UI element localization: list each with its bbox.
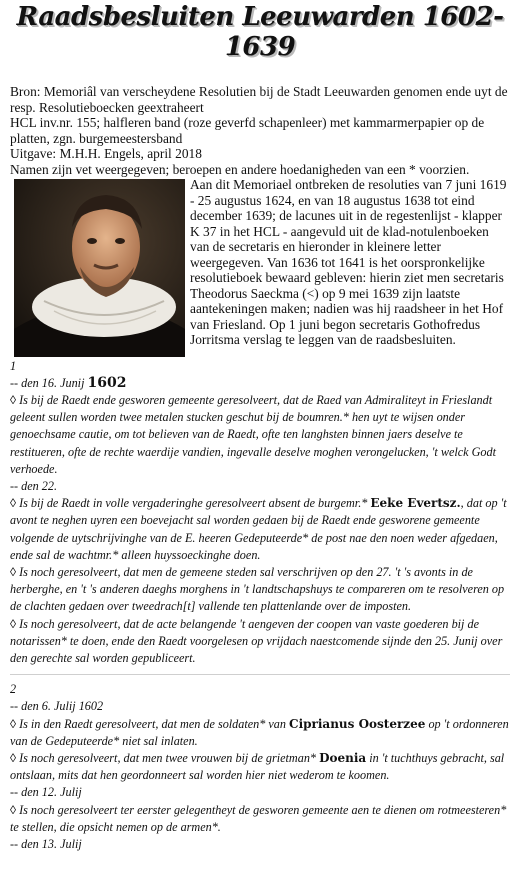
- section-2: [10, 681, 510, 853]
- resolution-paragraph: ◊ Is noch geresolveert, dat men de gemeene steden sal verschrijven op den 27. 't 's avonts in de herberghe, en 't 's anderen daeghs morghens in 't landtschapshuys te compareren om te resolveren op de clachten gedaen over tweedrach[t] vallende ten plattenlande over de imposten.: [10, 564, 505, 614]
- entry-date: -- den 6. Julij 1602: [10, 699, 104, 714]
- entry-date: -- den 22.: [10, 478, 58, 493]
- section-1: [10, 358, 510, 668]
- intro-uitgave: Uitgave: M.H.H. Engels, april 2018: [10, 146, 202, 161]
- intro-block: [10, 84, 510, 177]
- person-name: Ciprianus Oosterzee: [289, 716, 426, 731]
- text-part: in 't tuchthuys gebracht, sal ontslaan, mits dat hen geordonneert sal worden hier niet wederom te koomen.: [10, 750, 505, 783]
- entry-date: [10, 375, 510, 392]
- intro-inventory: HCL inv.nr. 155; halfleren band (roze geverfd schapenleer) met kammarmerpapier op de platten, zgn. burgemeestersband: [10, 115, 485, 146]
- text-part: , dat op 't avont te neghen uyren een boevejacht sal worden gedaen bij de Raedt ende gesworene gemeente volgende de uytschrijvinghe van de E. heeren Gedeputeerde* de post nae den noen weder afgedaen, ende sal de wachtmr.* alleen huyssoeckinghe doen.: [10, 496, 507, 562]
- resolution-paragraph: ◊ Is noch geresolveert, dat de acte belangende 't aengeven der coopen van vaste goederen bij de notarissen* te doen, ende den Raedt voorgelesen op vrijdach naestcomende sijnde den 25. Junij over den gerechte sal worden gepubliceert.: [10, 616, 503, 665]
- text-part: ◊ Is in den Raedt geresolveert, dat men de soldaten* van: [10, 716, 290, 731]
- text-part: op 't ordonneren van de Gedeputeerde* niet sal inlaten.: [10, 716, 509, 748]
- section-number: 1: [10, 358, 17, 373]
- section-divider: [10, 674, 510, 675]
- resolution-paragraph: ◊ Is bij de Raedt ende gesworen gemeente geresolveert, dat de Raed van Admiraliteyt in Frieslandt geleent sullen worden twee metalen stucken geschut bij de boumren.* hen uyt te wijsen onder genoechsame cautie, om tot believen van de Raedt, ofte ten langhsten binnen jaers deselve te restitueren, ofte de rechte waerdije vandien, ingevalle deselve moghen verongelucken, 't welck Godt verhoede.: [10, 392, 496, 476]
- person-name: Doenia: [319, 750, 367, 765]
- date-text: -- den 16. Junij: [10, 375, 88, 390]
- intro-bron: Bron: Memoriâl van verscheydene Resolutien bij de Stadt Leeuwarden genomen ende uyt de resp. Resolutieboecken geextraheert: [10, 84, 508, 115]
- intro-namen: Namen zijn vet weergegeven; beroepen en andere hoedanigheden van een * voorzien.: [10, 161, 470, 177]
- text-part: ◊ Is noch geresolveert, dat men twee vrouwen bij de grietman*: [10, 750, 320, 765]
- resolution-paragraph: ◊ Is noch geresolveert ter eerster gelegentheyt de gesworen gemeente aen te dienen om rotmeesteren* te stellen, die opsicht nemen op de armen*.: [10, 802, 507, 834]
- section-number: 2: [10, 682, 17, 697]
- resolution-paragraph: [10, 716, 510, 750]
- intro-note: Aan dit Memoriael ontbreken de resoluties van 7 juni 1619 - 25 augustus 1624, en van 18 augustus 1638 tot eind december 1639; de lacunes uit in de regestenlijst - klapper K 37 in het HCL - aangevuld uit de klad-notulenboeken van de secretaris en hieronder in kleinere letter weergegeven. Van 1636 tot 1641 is het oorspronkelijke resolutieboek bewaard gebleven: hierin ziet men secretaris Theodorus Saeckma (<) op 9 mei 1639 zijn laatste aantekeningen maken; nadien was hij raadsheer in het Hof van Friesland. Op 1 juni begon secretaris Gothofredus Jorritsma verslag te leggen van de raadsbesluiten.: [190, 177, 507, 347]
- entry-date: -- den 13. Julij: [10, 836, 82, 851]
- resolution-paragraph: [10, 750, 510, 784]
- resolution-paragraph: [10, 495, 510, 564]
- date-year: 1602: [87, 374, 127, 391]
- portrait-image: [14, 179, 185, 357]
- person-name: Eeke Evertsz.: [370, 496, 461, 511]
- page-title: Raadsbesluiten Leeuwarden 1602-1639: [16, 2, 504, 62]
- text-part: ◊ Is bij de Raedt in volle vergaderinghe geresolveert absent de burgemr.*: [10, 496, 371, 511]
- entry-date: -- den 12. Julij: [10, 785, 82, 800]
